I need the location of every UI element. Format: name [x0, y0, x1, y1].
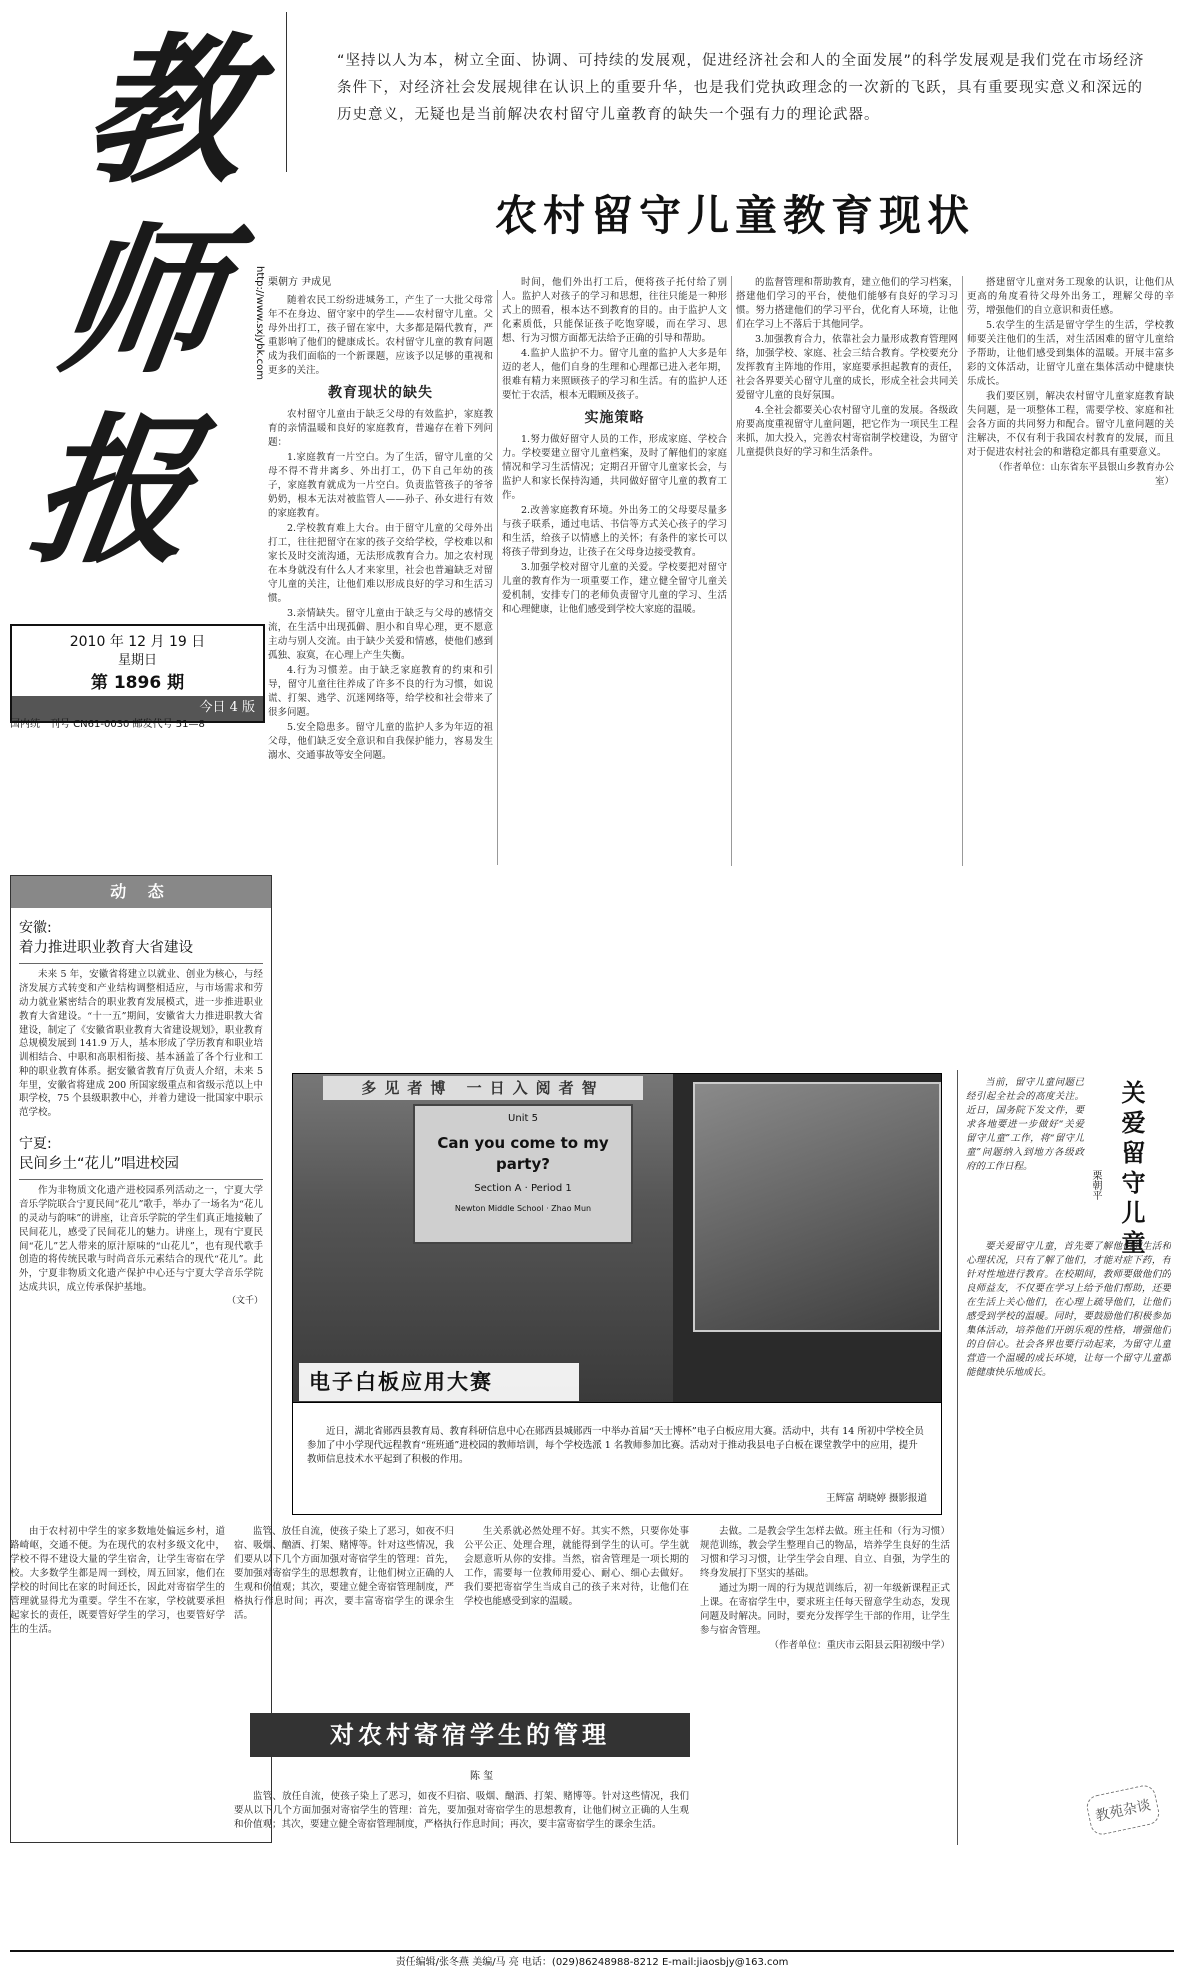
news-brief-headline: 着力推进职业教育大省建设 — [19, 938, 263, 964]
page-footer: 责任编辑/张冬燕 美编/马 亮 电话：(029)86248988-8212 E-mail:jiaosbjy@163.com — [10, 1950, 1174, 1971]
article-paragraph: 监管、放任自流，使孩子染上了恶习，如夜不归宿、吸烟、酗酒、打架、赌博等。针对这些情况，我们要从以下几个方面加强对寄宿学生的管理：首先，要加强对寄宿学生的思想教育，让他们树立正确的人生观和价值观；其次，要建立健全寄宿管理制度，严格执行作息时间；再次，要丰富寄宿学生的课余生活。 — [234, 1791, 689, 1830]
commentary-body: 要关爱留守儿童，首先要了解他们的生活和心理状况，只有了解了他们，才能对症下药，有针对性地进行教育。在校期间，教师要做他们的良师益友，不仅要在学习上给予他们帮助，还要在生活上关心他们，在心理上疏导他们，让他们感受到学校的温暖。同时，要鼓励他们积极参加集体活动，培养他们开朗乐观的性格，增强他们的自信心。社会各界也要行动起来，为留守儿童营造一个温暖的成长环境，让每一个留守儿童都能健康快乐地成长。 — [966, 1241, 1171, 1378]
article-paragraph: 搭建留守儿童对务工现象的认识，让他们从更高的角度看待父母外出务工，理解父母的辛劳，增强他们的自立意识和责任感。 — [967, 277, 1174, 316]
commentary-intro: 当前，留守儿童问题已经引起全社会的高度关注。近日，国务院下发文件，要求各地要进一步做好“关爱留守儿童”工作，将“留守儿童”问题纳入到地方各级政府的工作日程。 — [966, 1077, 1084, 1172]
teacher-photo — [693, 1082, 941, 1332]
news-brief-body: 作为非物质文化遗产进校园系列活动之一，宁夏大学音乐学院联合宁夏民间“花儿”歌手，举办了一场名为“花儿的灵动与韵味”的讲座，让音乐学院的学生们真正地接触了民间花儿，感受了民间花儿的魅力。讲座上，现有宁夏民间“花儿”艺人带来的原汁原味的“山花儿”，也有现代歌手创造的将传统民歌与时尚音乐元素结合的现代“花儿”。此外，宁夏非物质文化遗产保护中心还与宁夏大学音乐学院达成共识，成立传承保护基地。 — [19, 1185, 263, 1293]
bottom-article-author: 陈 玺 — [470, 1771, 494, 1782]
bottom-article-column-1 — [10, 1525, 225, 1945]
article-paragraph: 去做。二是教会学生怎样去做。班主任和（行为习惯）规范训练，教会学生整理自己的物品，培养学生良好的生活习惯和学习习惯，让学生学会自理、自立、自强，为学生的终身发展打下坚实的基础。 — [700, 1526, 950, 1579]
masthead-url[interactable]: http://www.sxjybk.com — [254, 266, 265, 380]
masthead — [10, 6, 265, 730]
bottom-article-column-2 — [234, 1525, 454, 1705]
photo-feature — [292, 1073, 942, 1403]
screen-section: Section A · Period 1 — [474, 1183, 572, 1194]
article-paragraph: 由于农村初中学生的家多数地处偏远乡村，道路崎岖，交通不便。为在现代的农村多级文化中，学校不得不建设大量的学生宿舍，让学生寄宿在学校。大多数学生都是周一到校，周五回家，他们在学校的时间比在家的时间还长，因此对寄宿学生的管理就显得尤为重要。学生不在家，学校就要承担起家长的责任，既要管好学生的学习，也要管好学生的生活。 — [10, 1526, 225, 1635]
article-paragraph: 监管、放任自流，使孩子染上了恶习，如夜不归宿、吸烟、酗酒、打架、赌博等。针对这些情况，我们要从以下几个方面加强对寄宿学生的管理：首先，要加强对寄宿学生的思想教育，让他们树立正确的人生观和价值观；其次，要建立健全寄宿管理制度，严格执行作息时间；再次，要丰富寄宿学生的课余生活。 — [234, 1526, 454, 1621]
lead-quote-text: “坚持以人为本，树立全面、协调、可持续的发展观，促进经济社会和人的全面发展”的科学发展观是我们党在市场经济条件下，对经济社会发展规律在认识上的重要升华，也是我们党执政理念的一次新的飞跃，具有重要现实意义和深远的历史意义，无疑也是当前解决农村留守儿童教育的缺失一个强有力的理论武器。 — [337, 53, 1145, 123]
article-byline: 栗朝方 尹成见 — [268, 277, 332, 288]
screen-unit: Unit 5 — [508, 1113, 538, 1124]
article-author-note: （作者单位：重庆市云阳县云阳初级中学） — [769, 1640, 950, 1651]
article-paragraph: 3.加强教育合力，依靠社会力量形成教育管理网络，加强学校、家庭、社会三结合教育。学校要充分发挥教育主阵地的作用，家庭要承担起教育的责任，社会各界要关心留守儿童的成长，形成全社会共同关爱留守儿童的良好氛围。 — [736, 334, 958, 401]
classroom-banner: 多见者博 一日入阅者智 — [323, 1076, 643, 1100]
photo-caption-box — [292, 1369, 942, 1515]
commentary-column — [957, 1070, 1174, 1845]
article-paragraph: 4.全社会都要关心农村留守儿童的发展。各级政府要高度重视留守儿童问题，把它作为一项民生工程来抓，加大投入，完善农村寄宿制学校建设，为留守儿童提供良好的学习和生活条件。 — [736, 405, 958, 458]
article-paragraph: 2.改善家庭教育环境。外出务工的父母要尽量多与孩子联系，通过电话、书信等方式关心孩子的学习和生活，给孩子以情感上的关怀；有条件的家长可以将孩子带到身边，让孩子在父母身边接受教育。 — [502, 505, 727, 558]
section-heading: 实施策略 — [584, 410, 645, 426]
masthead-title: 教师报 — [20, 17, 250, 585]
article-paragraph: 4.行为习惯差。由于缺乏家庭教育的约束和引导，留守儿童往往养成了许多不良的行为习惯，如说谎、打架、逃学、沉迷网络等，给学校和社会带来了很多问题。 — [268, 665, 493, 718]
section-heading: 教育现状的缺失 — [328, 385, 433, 401]
whiteboard-screen — [413, 1104, 633, 1244]
classroom-photo — [293, 1074, 673, 1403]
article-paragraph: 时间，他们外出打工后，便将孩子托付给了别人。监护人对孩子的学习和思想，往往只能是一种形式上的照看，根本达不到教育的目的。由于监护人文化素质低，只能保证孩子吃饱穿暖，而在学习、思想、行为习惯方面都无法给予正确的引导和帮助。 — [502, 277, 727, 344]
photo-credit: 王辉富 胡晓婷 摄影报道 — [825, 1493, 927, 1505]
page-count: 今日 4 版 — [12, 696, 263, 721]
issue-weekday: 星期日 — [117, 653, 157, 669]
article-paragraph: 4.监护人监护不力。留守儿童的监护人大多是年迈的老人，他们自身的生理和心理都已进入老年期，很难有精力来照顾孩子的学习和生活。有的监护人还要忙于农活，根本无暇顾及孩子。 — [502, 348, 727, 401]
article-paragraph: 5.安全隐患多。留守儿童的监护人多为年迈的祖父母，他们缺乏安全意识和自我保护能力，容易发生溺水、交通事故等安全问题。 — [268, 722, 493, 761]
article-paragraph: 通过为期一周的行为规范训练后，初一年级新课程正式上课。在寄宿学生中，要求班主任每天留意学生动态，发现问题及时解决。同时，要充分发挥学生干部的作用，让学生参与宿舍管理。 — [700, 1583, 950, 1636]
article-paragraph: 农村留守儿童由于缺乏父母的有效监护，家庭教育的亲情温暖和良好的家庭教育，普遍存在着下列问题： — [268, 409, 493, 448]
screen-school: Newton Middle School · Zhao Mun — [454, 1203, 592, 1213]
commentary-title: 关爱留守儿童 — [1117, 1080, 1146, 1260]
article-column-2 — [502, 276, 727, 866]
news-brief-headline: 民间乡土“花儿”唱进校园 — [19, 1154, 263, 1180]
article-author-note: （作者单位：山东省东平县银山乡教育办公室） — [993, 462, 1174, 487]
article-paragraph: 的监督管理和帮助教育，建立他们的学习档案，搭建他们学习的平台，使他们能够有良好的学习习惯。努力搭建他们的学习平台，优化育人环境，让他们在学习上不落后于其他同学。 — [736, 277, 958, 330]
news-brief-heading: 动 态 — [11, 876, 271, 908]
column-stamp: 教苑杂谈 — [1085, 1783, 1162, 1837]
article-paragraph: 我们要区别，解决农村留守儿童家庭教育缺失问题，是一项整体工程，需要学校、家庭和社会各方面的共同努力和配合。留守儿童问题的关注解决，不仅有利于我国农村教育的发展，而且对于促进农村社会的和谐稳定都具有重要意义。 — [967, 391, 1174, 458]
article-paragraph: 2.学校教育难上大台。由于留守儿童的父母外出打工，往往把留守在家的孩子交给学校，学校难以和家长及时交流沟通，无法形成教育合力。加之农村现在本身就没有什么人才来家里，社会也普遍缺乏对留守儿童的关注，让他们难以形成良好的学习和生活习惯。 — [268, 523, 493, 604]
article-paragraph: 3.亲情缺失。留守儿童由于缺乏与父母的感情交流，在生活中出现孤僻、胆小和自卑心理，更不愿意主动与别人交流。由于缺少关爱和情感，使他们感到孤独、寂寞，在心理上产生失衡。 — [268, 608, 493, 661]
bottom-article-column-3 — [464, 1525, 689, 1705]
bottom-article-title: 对农村寄宿学生的管理 — [250, 1713, 690, 1757]
masthead-info-box — [10, 624, 265, 723]
article-paragraph: 随着农民工纷纷进城务工，产生了一大批父母常年不在身边、留守家中的学生——农村留守儿童。父母外出打工，孩子留在家中，大多都是隔代教育，严重影响了他们的健康成长。农村留守儿童的教育问题成为我们面临的一个新课题，应该予以足够的重视和更多的关注。 — [268, 295, 493, 376]
article-paragraph: 3.加强学校对留守儿童的关爱。学校要把对留守儿童的教育作为一项重要工作，建立健全留守儿童关爱机制，安排专门的老师负责留守儿童的学习、生活和心理健康，让他们感受到学校大家庭的温暖。 — [502, 562, 727, 615]
news-brief-item — [11, 1124, 271, 1312]
commentary-author: 栗朝平 — [1090, 1170, 1101, 1200]
article-paragraph: 5.农学生的生活是留守学生的生活，学校教师要关注他们的生活，对生活困难的留守儿童给予帮助，让他们感受到集体的温暖。开展丰富多彩的文体活动，让留守儿童在集体活动中健康快乐成长。 — [967, 320, 1174, 387]
column-rule — [731, 276, 732, 866]
issue-date: 2010 年 12 月 19 日 — [69, 634, 206, 650]
bottom-article-column-4 — [700, 1525, 950, 1940]
article-paragraph: 生关系就必然处理不好。其实不然，只要你处事公平公正、处理合理，就能得到学生的认可。学生就会愿意听从你的安排。当然，宿舍管理是一项长期的工作，需要每一位教师用爱心、耐心、细心去做好。我们要把寄宿学生当成自己的孩子来对待，让他们在学校也能感受到家的温暖。 — [464, 1526, 689, 1607]
lead-quote-box — [286, 12, 1174, 172]
photo-title: 电子白板应用大赛 — [299, 1363, 579, 1401]
article-paragraph: 1.努力做好留守人员的工作，形成家庭、学校合力。学校要建立留守儿童档案，及时了解他们的家庭情况和学习生活情况；定期召开留守儿童家长会，与监护人和家长保持沟通，共同做好留守儿童的教育工作。 — [502, 434, 727, 501]
article-title: 农村留守儿童教育现状 — [494, 191, 975, 240]
article-column-3 — [736, 276, 958, 866]
news-brief-item — [11, 908, 271, 1124]
news-brief-location: 宁夏: — [19, 1136, 52, 1153]
photo-caption: 近日，湖北省郧西县教育局、教育科研信息中心在郧西县城郧西一中举办首届“天士博杯”电子白板应用大赛。活动中，共有 14 所初中学校全员参加了中小学现代远程教育“班班通”进校园的教师培训，每个学校选派 1 名教师参加比赛。活动对于推动我县电子白板在课堂教学中的应用，提升教师信息技术水平起到了积极的作用。 — [307, 1426, 924, 1465]
publication-code: 国内统一刊号 CN61-0030 邮发代号 51—8 — [10, 719, 205, 730]
article-paragraph: 1.家庭教育一片空白。为了生活，留守儿童的父母不得不背井离乡、外出打工，仍下自己年幼的孩子，家庭教育就成为一片空白。负责监管孩子的爷爷奶奶，根本无法对被监管人——孙子、孙女进行有效的家庭教育。 — [268, 452, 493, 519]
screen-question: Can you come to my party? — [437, 1133, 609, 1174]
column-rule — [497, 290, 498, 865]
news-brief-note: （文千） — [226, 1295, 263, 1306]
issue-number: 第 1896 期 — [90, 673, 185, 694]
article-column-4 — [967, 276, 1174, 866]
bottom-article-column-lower — [234, 1790, 689, 1940]
column-rule — [962, 276, 963, 866]
news-brief-location: 安徽: — [19, 920, 52, 936]
news-brief-body: 未来 5 年，安徽省将建立以就业、创业为核心，与经济发展方式转变和产业结构调整相适应，与市场需求和劳动力就业紧密结合的职业教育发展模式，进一步推进职业教育大省建设。“十一五”期间，安徽省大力推进职教大省建设，制定了《安徽省职业教育大省建设规划》，职业教育总规模发展到 141.9 万人，基本形成了学历教育和职业培训相结合、中职和高职相衔接、基本涵盖了各个行业和工种的职业教育体系。据安徽省教育厅负责人介绍，未来 5 年里，安徽省将建成 200 所国家级重点和省级示范以上中职学校，75 个县级职教中心，并着力建设一批国家中职示范学校。 — [19, 969, 263, 1119]
article-column-1 — [268, 294, 493, 866]
